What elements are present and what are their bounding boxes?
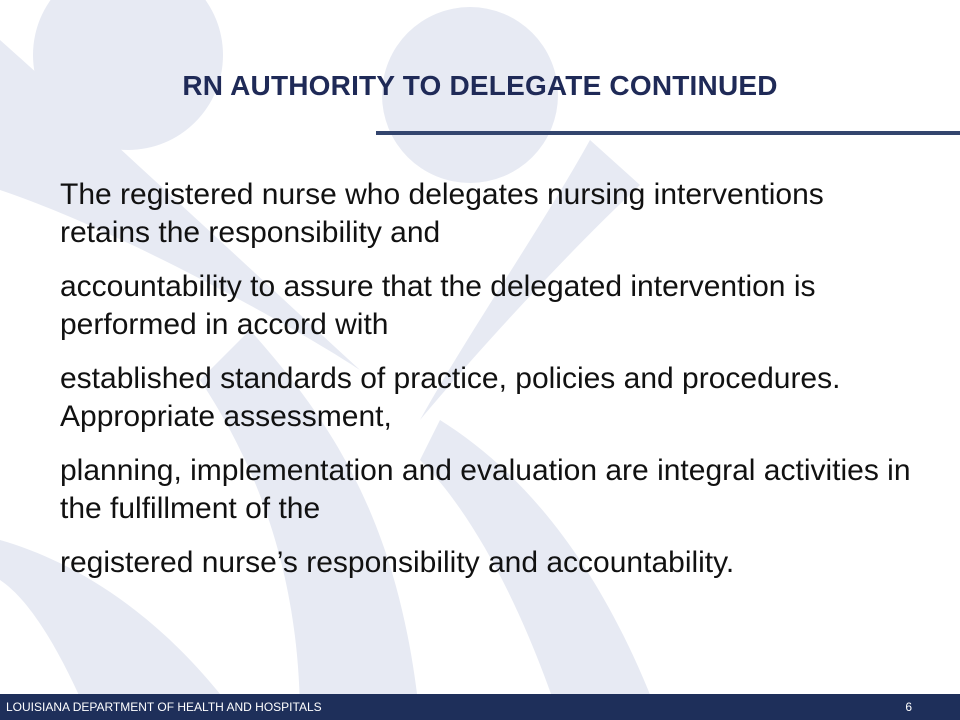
- body-paragraph: The registered nurse who delegates nursing interventions retains the responsibility and: [60, 178, 824, 249]
- body-paragraph: registered nurse’s responsibility and accountability.: [60, 546, 735, 579]
- title-underline: [376, 131, 960, 135]
- body-paragraph: planning, implementation and evaluation are integral activities in the fulfillment of the: [60, 454, 911, 525]
- slide-title: RN AUTHORITY TO DELEGATE CONTINUED: [182, 70, 778, 101]
- footer-organization: LOUISIANA DEPARTMENT OF HEALTH AND HOSPITALS: [6, 700, 322, 714]
- slide-body: [60, 176, 920, 598]
- body-paragraph: accountability to assure that the delegated intervention is performed in accord with: [60, 270, 816, 341]
- footer-page-number: 6: [905, 700, 912, 714]
- body-paragraph: established standards of practice, policies and procedures. Appropriate assessment,: [60, 362, 841, 433]
